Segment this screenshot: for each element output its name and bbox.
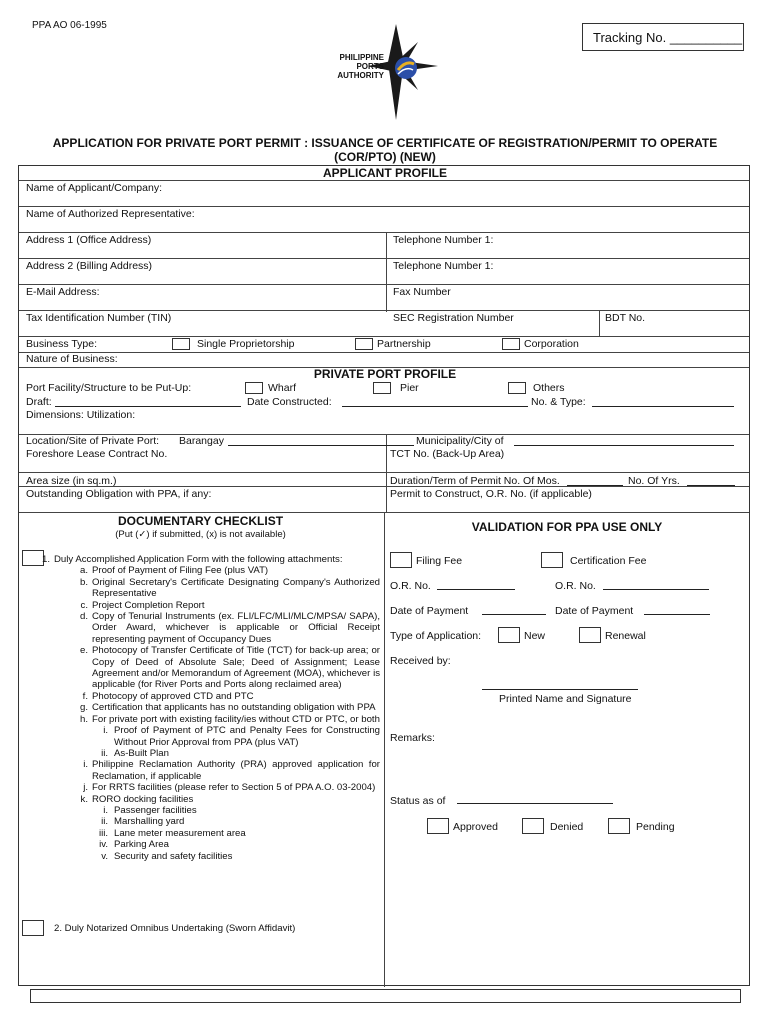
applicant-profile-heading: APPLICANT PROFILE: [322, 166, 447, 180]
checklist-item-text: Proof of Payment of PTC and Penalty Fees for Constructing Without Prior Approval from PPA (plus VAT): [114, 725, 380, 748]
renewal-checkbox[interactable]: [579, 627, 601, 643]
checklist-item-marker: iii.: [98, 827, 108, 839]
checklist-item-text: Parking Area: [114, 839, 169, 851]
checklist-subheading: (Put (✓) if submitted, (x) is not available): [115, 529, 286, 540]
checklist-heading: DOCUMENTARY CHECKLIST: [117, 514, 284, 528]
representative-field[interactable]: Name of Authorized Representative:: [26, 208, 195, 220]
partnership-checkbox[interactable]: [355, 338, 373, 350]
date-payment-input-2[interactable]: [644, 614, 710, 615]
bdt-field[interactable]: BDT No.: [605, 312, 646, 324]
checklist-items: [34, 554, 380, 862]
checklist-item: [34, 748, 380, 759]
tracking-label: Tracking No. __________: [593, 30, 743, 45]
status-as-of-label: Status as of: [390, 795, 446, 807]
form-code: PPA AO 06-1995: [32, 20, 107, 31]
date-payment-label-2: Date of Payment: [555, 605, 634, 617]
or-no-input-2[interactable]: [603, 589, 709, 590]
footer-box: [30, 989, 741, 1003]
checklist-item-marker: b.: [79, 576, 88, 588]
checklist-item-marker: i.: [103, 725, 108, 737]
received-by-signature-line[interactable]: [482, 689, 638, 690]
checklist-item: [34, 725, 380, 748]
date-payment-input-1[interactable]: [482, 614, 546, 615]
checklist-item: [34, 759, 380, 782]
checklist-item-text: Copy of Tenurial Instruments (ex. FLI/LFC/MLI/MLC/MPSA/ SAPA), Order Award, whichever is applicable or Official Receipt representing payment of Occupancy Dues: [92, 611, 380, 645]
checklist-item-text: Photocopy of Transfer Certificate of Title (TCT) for back-up area; or Copy of Deed of Absolute Sale; Deed of Assignment; Lease Agreement and/or Memorandum of Agreement (MOA), whichever is applicable (for River Ports and Ports along reclaimed area): [92, 645, 380, 691]
telephone1-field[interactable]: Telephone Number 1:: [393, 234, 494, 246]
checklist-item: [34, 565, 380, 576]
telephone2-field[interactable]: Telephone Number 1:: [393, 260, 494, 272]
no-type-input-line[interactable]: [592, 406, 734, 407]
pier-checkbox[interactable]: [373, 382, 391, 394]
printed-name-label: Printed Name and Signature: [499, 693, 632, 705]
business-type-label: Business Type:: [26, 338, 98, 350]
checklist-item: [34, 805, 380, 816]
checklist-item: [34, 794, 380, 805]
fax-field[interactable]: Fax Number: [393, 286, 451, 298]
or-no-label-2: O.R. No.: [555, 580, 596, 592]
checklist-item-marker: iv.: [99, 839, 108, 851]
checklist-item2: 2. Duly Notarized Omnibus Undertaking (Sworn Affidavit): [54, 923, 296, 934]
checklist-item-text: Original Secretary's Certificate Designating Company's Authorized Representative: [92, 576, 380, 600]
checklist-item: [34, 611, 380, 645]
municipality-label: Municipality/City of: [416, 435, 504, 447]
checklist-item: [34, 702, 380, 713]
tct-field[interactable]: TCT No. (Back-Up Area): [390, 448, 505, 460]
checklist-item-marker: e.: [79, 645, 88, 657]
checklist-item-marker: i.: [103, 804, 108, 816]
checklist-item: [34, 554, 380, 565]
status-date-input-line[interactable]: [457, 803, 613, 804]
checklist-item-text: For RRTS facilities (please refer to Section 5 of PPA A.O. 03-2004): [92, 782, 376, 794]
others-label: Others: [533, 382, 565, 394]
checklist-item-marker: ii.: [101, 816, 108, 828]
sec-registration-field[interactable]: SEC Registration Number: [393, 312, 514, 324]
address1-field[interactable]: Address 1 (Office Address): [26, 234, 152, 246]
remarks-label[interactable]: Remarks:: [390, 732, 435, 744]
checklist-item: [34, 851, 380, 862]
checklist-item-text: Security and safety facilities: [114, 850, 233, 862]
denied-label: Denied: [550, 821, 584, 833]
draft-input-line[interactable]: [55, 406, 241, 407]
certification-fee-checkbox[interactable]: [541, 552, 563, 568]
filing-fee-label: Filing Fee: [416, 555, 463, 567]
checklist-item-text: Lane meter measurement area: [114, 827, 246, 839]
duration-months-input-line[interactable]: [567, 485, 623, 486]
approved-label: Approved: [453, 821, 498, 833]
form-title-line2: (COR/PTO) (NEW): [334, 150, 436, 164]
checklist-item: [34, 577, 380, 600]
municipality-input-line[interactable]: [514, 445, 734, 446]
or-no-input-1[interactable]: [437, 589, 515, 590]
checklist-item-text: As-Built Plan: [114, 747, 169, 759]
pending-checkbox[interactable]: [608, 818, 630, 834]
location-label: Location/Site of Private Port:: [26, 435, 160, 447]
private-port-profile-heading: PRIVATE PORT PROFILE: [313, 367, 457, 381]
checklist-item: [34, 645, 380, 691]
address2-field[interactable]: Address 2 (Billing Address): [26, 260, 153, 272]
checklist-item: [34, 782, 380, 793]
no-type-label: No. & Type:: [531, 396, 586, 408]
checklist-item-text: Passenger facilities: [114, 804, 197, 816]
duration-years-input-line[interactable]: [687, 485, 735, 486]
applicant-name-field[interactable]: Name of Applicant/Company:: [26, 182, 162, 194]
wharf-checkbox[interactable]: [245, 382, 263, 394]
checklist-item-text: RORO docking facilities: [92, 793, 194, 805]
barangay-input-line[interactable]: [228, 445, 414, 446]
checklist-item-marker: k.: [80, 793, 88, 805]
date-constructed-input-line[interactable]: [342, 406, 528, 407]
received-by-label: Received by:: [390, 655, 451, 667]
checklist-item-text: Certification that applicants has no outstanding obligation with PPA: [92, 702, 376, 714]
foreshore-field[interactable]: Foreshore Lease Contract No.: [26, 448, 168, 460]
checklist-item-text: Project Completion Report: [92, 599, 205, 611]
validation-heading: VALIDATION FOR PPA USE ONLY: [471, 520, 663, 534]
wharf-label: Wharf: [268, 382, 297, 394]
date-constructed-label: Date Constructed:: [247, 396, 332, 408]
new-checkbox[interactable]: [498, 627, 520, 643]
checklist-item-marker: g.: [79, 702, 88, 714]
checklist-item-text: Photocopy of approved CTD and PTC: [92, 690, 254, 702]
pier-label: Pier: [400, 382, 419, 394]
single-proprietorship-label: Single Proprietorship: [197, 338, 295, 350]
new-label: New: [524, 630, 546, 642]
no-yrs-label: No. Of Yrs.: [628, 475, 680, 487]
or-no-label-1: O.R. No.: [390, 580, 431, 592]
checklist-item-text: Philippine Reclamation Authority (PRA) approved application for Reclamation, if applicable: [92, 759, 380, 782]
type-of-application-label: Type of Application:: [390, 630, 482, 642]
partnership-label: Partnership: [377, 338, 431, 350]
checklist-item-marker: 1.: [41, 554, 50, 565]
corporation-label: Corporation: [524, 338, 579, 350]
checklist-item-marker: a.: [79, 565, 88, 577]
barangay-label: Barangay: [179, 435, 224, 447]
tin-field[interactable]: Tax Identification Number (TIN): [26, 312, 172, 324]
renewal-label: Renewal: [605, 630, 646, 642]
draft-label: Draft:: [26, 396, 52, 408]
checklist-item-marker: d.: [79, 611, 88, 623]
checklist-item: [34, 600, 380, 611]
area-size-field[interactable]: Area size (in sq.m.): [26, 475, 117, 487]
checklist-item-marker: i.: [83, 759, 88, 771]
single-proprietorship-checkbox[interactable]: [172, 338, 190, 350]
checklist-item: [34, 839, 380, 850]
checklist-item2-checkbox[interactable]: [22, 920, 44, 936]
tracking-number-box[interactable]: [582, 23, 744, 51]
outstanding-obligation-field[interactable]: Outstanding Obligation with PPA, if any:: [26, 488, 212, 500]
pending-label: Pending: [636, 821, 675, 833]
checklist-item: [34, 828, 380, 839]
checklist-item: [34, 691, 380, 702]
duration-label: Duration/Term of Permit No. Of Mos.: [390, 475, 560, 487]
date-payment-label-1: Date of Payment: [390, 605, 469, 617]
certification-fee-label: Certification Fee: [570, 555, 647, 567]
denied-checkbox[interactable]: [522, 818, 544, 834]
filing-fee-checkbox[interactable]: [390, 552, 412, 568]
email-field[interactable]: E-Mail Address:: [26, 286, 100, 298]
checklist-item-marker: h.: [79, 713, 88, 725]
others-checkbox[interactable]: [508, 382, 526, 394]
checklist-item-text: Marshalling yard: [114, 816, 185, 828]
form-title-line1: APPLICATION FOR PRIVATE PORT PERMIT : ISSUANCE OF CERTIFICATE OF REGISTRATION/PERMIT TO OPERATE: [52, 136, 718, 150]
checklist-item-marker: j.: [83, 782, 88, 794]
checklist-item-text: Duly Accomplished Application Form with the following attachments:: [54, 554, 343, 565]
checklist-item: [34, 816, 380, 827]
checklist-item-text: Proof of Payment of Filing Fee (plus VAT): [92, 565, 269, 577]
approved-checkbox[interactable]: [427, 818, 449, 834]
corporation-checkbox[interactable]: [502, 338, 520, 350]
checklist-item-text: For private port with existing facility/ies without CTD or PTC, or both: [92, 713, 380, 725]
checklist-item-marker: f.: [82, 690, 88, 702]
dimensions-field[interactable]: Dimensions: Utilization:: [26, 409, 136, 421]
checklist-item-marker: c.: [80, 599, 88, 611]
ppa-logo: [318, 22, 448, 122]
checklist-item-marker: ii.: [101, 747, 108, 759]
checklist-item: [34, 714, 380, 725]
logo-text: PHILIPPINE PORTS AUTHORITY: [337, 53, 384, 80]
checklist-item-marker: v.: [101, 850, 108, 862]
permit-to-construct-field[interactable]: Permit to Construct, O.R. No. (if applicable): [390, 488, 592, 500]
nature-of-business-field[interactable]: Nature of Business:: [26, 353, 118, 365]
port-facility-label: Port Facility/Structure to be Put-Up:: [26, 382, 192, 394]
